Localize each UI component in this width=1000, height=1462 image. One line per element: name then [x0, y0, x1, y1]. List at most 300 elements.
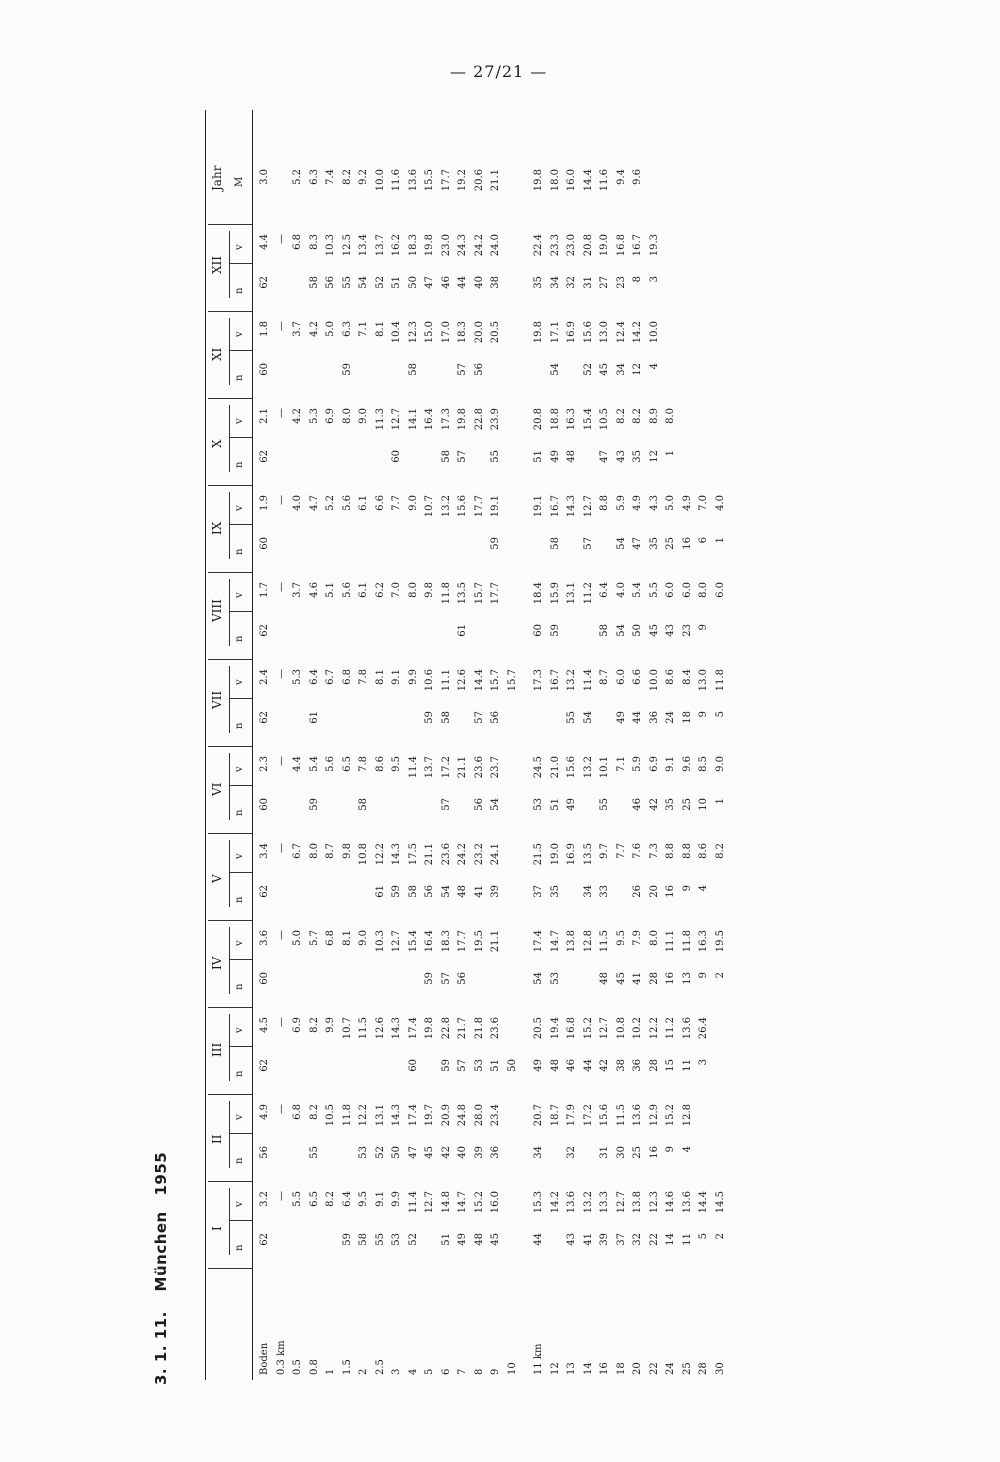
cell-v: 6.6: [374, 495, 386, 511]
cell-v: 7.3: [648, 843, 660, 859]
cell-n: 41: [473, 885, 485, 898]
month-header: V: [210, 874, 224, 883]
cell-v: 16.3: [698, 930, 709, 953]
cell-v: —: [275, 1104, 287, 1114]
cell-n: 39: [599, 1233, 610, 1246]
cell-n: 53: [549, 972, 561, 985]
cell-v: 8.3: [308, 234, 320, 250]
cell-n: 60: [407, 1059, 419, 1072]
cell-v: 24.8: [457, 1104, 468, 1127]
cell-v: 12.6: [457, 669, 468, 692]
cell-n: 4: [681, 1146, 693, 1153]
cell-n: 9: [698, 972, 709, 979]
cell-n: 51: [533, 450, 544, 463]
cell-v: 13.6: [566, 1191, 577, 1214]
cell-v: 10.1: [599, 756, 610, 779]
cell-v: 22.4: [533, 234, 544, 257]
cell-v: 13.6: [632, 1104, 643, 1127]
sub-label-v: v: [234, 679, 245, 685]
cell-mean: 21.1: [490, 169, 501, 192]
cell-n: 62: [259, 450, 270, 463]
cell-v: 11.8: [681, 930, 693, 953]
cell-n: 60: [259, 537, 270, 550]
cell-v: 14.1: [407, 408, 419, 431]
cell-v: 6.1: [358, 495, 369, 511]
sub-label-n: n: [234, 374, 245, 381]
cell-v: 13.5: [457, 582, 468, 605]
sub-separator: [230, 1220, 252, 1221]
cell-v: 15.2: [582, 1017, 594, 1040]
cell-n: 4: [698, 885, 709, 892]
row-label: 18: [615, 1362, 627, 1375]
cell-mean: 19.2: [457, 169, 468, 192]
cell-v: 5.5: [648, 582, 660, 598]
cell-v: 7.1: [615, 756, 627, 772]
sub-label-v: v: [234, 1201, 245, 1207]
cell-v: 7.7: [615, 843, 627, 859]
cell-mean: 11.6: [391, 169, 402, 192]
cell-v: 8.4: [681, 669, 693, 685]
cell-v: 16.7: [632, 234, 643, 257]
cell-n: 1: [714, 537, 726, 544]
cell-v: 17.3: [440, 408, 452, 431]
sub-label-n: n: [234, 1070, 245, 1077]
cell-v: 4.2: [308, 321, 320, 337]
cell-n: 8: [632, 276, 643, 283]
cell-v: 14.2: [549, 1191, 561, 1214]
cell-v: 23.6: [440, 843, 452, 866]
cell-mean: 15.5: [424, 169, 435, 192]
cell-n: 62: [259, 1059, 270, 1072]
cell-n: 34: [549, 276, 561, 289]
cell-v: 17.1: [549, 321, 561, 344]
cell-n: 11: [681, 1059, 693, 1072]
cell-v: 14.4: [698, 1191, 709, 1214]
cell-v: 8.1: [374, 669, 386, 685]
cell-v: 15.2: [665, 1104, 676, 1127]
cell-n: 31: [582, 276, 594, 289]
cell-v: 17.7: [473, 495, 485, 518]
cell-n: 50: [632, 624, 643, 637]
cell-v: 5.3: [308, 408, 320, 424]
cell-n: 27: [599, 276, 610, 289]
section-title: [152, 1152, 170, 1385]
cell-n: 60: [391, 450, 402, 463]
cell-v: 1.7: [259, 582, 270, 598]
sub-label-n: n: [234, 809, 245, 816]
cell-n: 46: [440, 276, 452, 289]
cell-n: 42: [440, 1146, 452, 1159]
cell-v: 16.7: [549, 669, 561, 692]
cell-v: 13.1: [374, 1104, 386, 1127]
cell-n: 57: [440, 798, 452, 811]
cell-v: 8.8: [681, 843, 693, 859]
cell-v: 15.7: [506, 669, 518, 692]
cell-n: 34: [615, 363, 627, 376]
cell-v: —: [275, 756, 287, 766]
row-label: 8: [473, 1368, 485, 1375]
cell-v: 23.9: [490, 408, 501, 431]
cell-v: 12.7: [582, 495, 594, 518]
cell-v: 8.0: [698, 582, 709, 598]
cell-mean: 13.6: [407, 169, 419, 192]
cell-n: 55: [599, 798, 610, 811]
cell-v: 8.0: [308, 843, 320, 859]
cell-v: 18.4: [533, 582, 544, 605]
cell-v: 10.3: [374, 930, 386, 953]
sub-separator: [230, 785, 252, 786]
cell-v: 22.8: [440, 1017, 452, 1040]
cell-v: 4.0: [714, 495, 726, 511]
cell-v: 16.3: [566, 408, 577, 431]
cell-n: 55: [308, 1146, 320, 1159]
row-label: 0.5: [292, 1359, 303, 1375]
cell-v: 5.6: [325, 756, 336, 772]
cell-v: 15.6: [582, 321, 594, 344]
cell-n: 48: [599, 972, 610, 985]
row-label: 11 km: [533, 1343, 544, 1375]
cell-v: 6.1: [358, 582, 369, 598]
cell-n: 56: [424, 885, 435, 898]
sub-separator: [230, 872, 252, 873]
cell-n: 9: [698, 624, 709, 631]
cell-n: 53: [473, 1059, 485, 1072]
cell-v: 11.5: [615, 1104, 627, 1127]
cell-v: 8.2: [615, 408, 627, 424]
rotated-table-container: [150, 95, 1000, 1395]
cell-v: 15.0: [424, 321, 435, 344]
cell-n: 59: [308, 798, 320, 811]
sub-label-M: M: [234, 176, 245, 187]
cell-n: 48: [457, 885, 468, 898]
cell-n: 12: [648, 450, 660, 463]
cell-n: 51: [391, 276, 402, 289]
cell-mean: 9.4: [615, 169, 627, 185]
row-label: 10: [506, 1362, 518, 1375]
row-label: 12: [549, 1362, 561, 1375]
cell-n: 39: [490, 885, 501, 898]
cell-v: 16.2: [391, 234, 402, 257]
cell-v: 19.8: [457, 408, 468, 431]
sub-separator: [230, 698, 252, 699]
month-header: XII: [210, 255, 224, 274]
cell-n: 46: [566, 1059, 577, 1072]
cell-v: 17.2: [582, 1104, 594, 1127]
cell-v: 14.8: [440, 1191, 452, 1214]
cell-v: 4.9: [681, 495, 693, 511]
header-split: [229, 927, 230, 994]
cell-n: 25: [681, 798, 693, 811]
cell-v: 5.6: [341, 582, 353, 598]
cell-n: 45: [648, 624, 660, 637]
cell-n: 60: [259, 798, 270, 811]
cell-v: 19.4: [549, 1017, 561, 1040]
cell-v: 14.2: [632, 321, 643, 344]
month-header: I: [210, 1226, 224, 1231]
cell-v: 9.0: [358, 930, 369, 946]
cell-v: 10.5: [325, 1104, 336, 1127]
sub-label-v: v: [234, 592, 245, 598]
cell-v: 15.4: [582, 408, 594, 431]
header-split: [229, 1101, 230, 1168]
page-number: — 27/21 —: [450, 62, 548, 81]
cell-n: 54: [533, 972, 544, 985]
cell-n: 58: [308, 276, 320, 289]
cell-n: 57: [457, 450, 468, 463]
cell-n: 59: [549, 624, 561, 637]
cell-n: 44: [582, 1059, 594, 1072]
cell-n: 3: [648, 276, 660, 283]
cell-v: 19.0: [599, 234, 610, 257]
sub-label-v: v: [234, 1114, 245, 1120]
cell-n: 59: [424, 711, 435, 724]
cell-v: 5.0: [665, 495, 676, 511]
column-separator: [208, 920, 252, 921]
cell-n: 44: [457, 276, 468, 289]
cell-v: 6.8: [341, 669, 353, 685]
cell-n: 11: [681, 1233, 693, 1246]
cell-v: 16.8: [615, 234, 627, 257]
cell-v: 8.0: [648, 930, 660, 946]
cell-v: 8.2: [308, 1017, 320, 1033]
column-separator: [208, 1007, 252, 1008]
sub-label-n: n: [234, 461, 245, 468]
cell-v: 9.7: [599, 843, 610, 859]
cell-v: 13.2: [582, 1191, 594, 1214]
cell-v: 12.6: [374, 1017, 386, 1040]
cell-n: 62: [259, 276, 270, 289]
cell-v: 7.9: [632, 930, 643, 946]
cell-v: 13.2: [566, 669, 577, 692]
cell-n: 22: [648, 1233, 660, 1246]
cell-n: 42: [599, 1059, 610, 1072]
cell-v: 6.4: [341, 1191, 353, 1207]
cell-n: 45: [615, 972, 627, 985]
cell-v: 23.2: [473, 843, 485, 866]
column-separator: [208, 833, 252, 834]
header-split: [229, 318, 230, 385]
cell-v: 19.3: [648, 234, 660, 257]
cell-mean: 17.7: [440, 169, 452, 192]
cell-v: 18.3: [457, 321, 468, 344]
cell-n: 26: [632, 885, 643, 898]
cell-n: 1: [714, 798, 726, 805]
cell-n: 57: [440, 972, 452, 985]
cell-n: 25: [665, 537, 676, 550]
cell-n: 23: [615, 276, 627, 289]
cell-n: 34: [533, 1146, 544, 1159]
cell-n: 56: [473, 363, 485, 376]
cell-n: 58: [440, 711, 452, 724]
cell-v: 14.3: [391, 843, 402, 866]
row-label: 2: [358, 1368, 369, 1375]
cell-v: 2.3: [259, 756, 270, 772]
cell-v: 9.0: [407, 495, 419, 511]
cell-v: 21.5: [533, 843, 544, 866]
row-label: 22: [648, 1362, 660, 1375]
month-header: IX: [210, 521, 224, 535]
row-label: 24: [665, 1362, 676, 1375]
cell-v: 21.7: [457, 1017, 468, 1040]
cell-n: 58: [407, 885, 419, 898]
cell-n: 15: [665, 1059, 676, 1072]
cell-v: 5.6: [341, 495, 353, 511]
cell-mean: 8.2: [341, 169, 353, 185]
cell-n: 61: [308, 711, 320, 724]
header-split: [229, 1014, 230, 1081]
cell-n: 54: [490, 798, 501, 811]
month-header: IV: [210, 956, 224, 970]
cell-v: 21.1: [424, 843, 435, 866]
cell-v: 15.6: [599, 1104, 610, 1127]
cell-n: 60: [533, 624, 544, 637]
header-split: [229, 492, 230, 559]
sub-separator: [230, 611, 252, 612]
cell-v: 11.1: [440, 669, 452, 692]
sub-label-v: v: [234, 505, 245, 511]
cell-n: 41: [582, 1233, 594, 1246]
cell-v: 13.0: [698, 669, 709, 692]
sub-label-n: n: [234, 983, 245, 990]
cell-n: 34: [582, 885, 594, 898]
cell-n: 56: [457, 972, 468, 985]
cell-v: 19.1: [533, 495, 544, 518]
cell-n: 35: [533, 276, 544, 289]
cell-v: 21.1: [457, 756, 468, 779]
cell-n: 62: [259, 1233, 270, 1246]
row-label: 28: [698, 1362, 709, 1375]
column-separator: [208, 1181, 252, 1182]
cell-v: 13.6: [681, 1017, 693, 1040]
cell-v: 15.2: [473, 1191, 485, 1214]
column-separator: [208, 572, 252, 573]
cell-mean: 11.6: [599, 169, 610, 192]
cell-v: 3.4: [259, 843, 270, 859]
cell-v: 24.1: [490, 843, 501, 866]
cell-v: 8.7: [599, 669, 610, 685]
header-split: [229, 1188, 230, 1255]
cell-v: 17.7: [457, 930, 468, 953]
row-label: 1.5: [341, 1359, 353, 1375]
cell-v: 19.5: [714, 930, 726, 953]
cell-v: 7.6: [632, 843, 643, 859]
cell-v: 24.0: [490, 234, 501, 257]
cell-v: 3.6: [259, 930, 270, 946]
cell-v: 15.3: [533, 1191, 544, 1214]
cell-v: 22.8: [473, 408, 485, 431]
cell-n: 2: [714, 972, 726, 979]
cell-n: 58: [549, 537, 561, 550]
cell-v: 20.9: [440, 1104, 452, 1127]
sub-label-v: v: [234, 853, 245, 859]
cell-v: 28.0: [473, 1104, 485, 1127]
cell-v: 6.7: [292, 843, 303, 859]
cell-n: 36: [490, 1146, 501, 1159]
cell-n: 32: [566, 276, 577, 289]
cell-n: 16: [681, 537, 693, 550]
cell-v: 6.9: [325, 408, 336, 424]
cell-v: 13.0: [599, 321, 610, 344]
cell-v: 12.2: [648, 1017, 660, 1040]
cell-v: 16.4: [424, 408, 435, 431]
cell-v: 6.7: [325, 669, 336, 685]
cell-v: 14.3: [391, 1104, 402, 1127]
cell-v: 12.2: [374, 843, 386, 866]
cell-n: 55: [341, 276, 353, 289]
cell-v: 9.9: [391, 1191, 402, 1207]
cell-v: 9.1: [665, 756, 676, 772]
cell-v: 9.9: [407, 669, 419, 685]
month-header: XI: [210, 347, 224, 361]
cell-n: 56: [490, 711, 501, 724]
cell-v: 8.8: [599, 495, 610, 511]
cell-v: —: [275, 1017, 287, 1027]
cell-mean: 10.0: [374, 169, 386, 192]
cell-v: 5.7: [308, 930, 320, 946]
cell-v: 12.7: [599, 1017, 610, 1040]
cell-v: 17.9: [566, 1104, 577, 1127]
cell-v: —: [275, 408, 287, 418]
cell-n: 43: [615, 450, 627, 463]
cell-v: 6.5: [308, 1191, 320, 1207]
cell-v: 17.7: [490, 582, 501, 605]
cell-v: 19.8: [424, 1017, 435, 1040]
cell-v: 2.4: [259, 669, 270, 685]
cell-v: 6.6: [632, 669, 643, 685]
cell-n: 61: [374, 885, 386, 898]
cell-v: 12.7: [391, 930, 402, 953]
cell-v: 5.0: [292, 930, 303, 946]
cell-n: 5: [714, 711, 726, 718]
cell-v: 16.0: [490, 1191, 501, 1214]
cell-n: 50: [391, 1146, 402, 1159]
row-label: 0.8: [308, 1359, 320, 1375]
cell-v: 12.9: [648, 1104, 660, 1127]
row-label: 3: [391, 1368, 402, 1375]
cell-n: 39: [473, 1146, 485, 1159]
cell-n: 57: [457, 363, 468, 376]
sub-label-n: n: [234, 1157, 245, 1164]
cell-n: 54: [440, 885, 452, 898]
column-separator: [208, 1268, 252, 1269]
cell-n: 44: [632, 711, 643, 724]
cell-v: 11.5: [599, 930, 610, 953]
cell-v: 17.0: [440, 321, 452, 344]
column-separator: [208, 224, 252, 225]
header-split: [229, 753, 230, 820]
cell-v: 19.0: [549, 843, 561, 866]
cell-n: 53: [358, 1146, 369, 1159]
cell-v: 4.9: [632, 495, 643, 511]
cell-n: 55: [566, 711, 577, 724]
cell-n: 31: [599, 1146, 610, 1159]
cell-v: 5.2: [325, 495, 336, 511]
cell-n: 38: [490, 276, 501, 289]
cell-n: 57: [457, 1059, 468, 1072]
cell-n: 16: [648, 1146, 660, 1159]
cell-v: 1.9: [259, 495, 270, 511]
cell-n: 47: [632, 537, 643, 550]
cell-n: 60: [259, 363, 270, 376]
row-label: 16: [599, 1362, 610, 1375]
cell-n: 24: [665, 711, 676, 724]
cell-n: 40: [473, 276, 485, 289]
cell-n: 49: [615, 711, 627, 724]
cell-v: 7.1: [358, 321, 369, 337]
cell-v: 23.0: [566, 234, 577, 257]
cell-v: 5.9: [615, 495, 627, 511]
cell-n: 13: [681, 972, 693, 985]
